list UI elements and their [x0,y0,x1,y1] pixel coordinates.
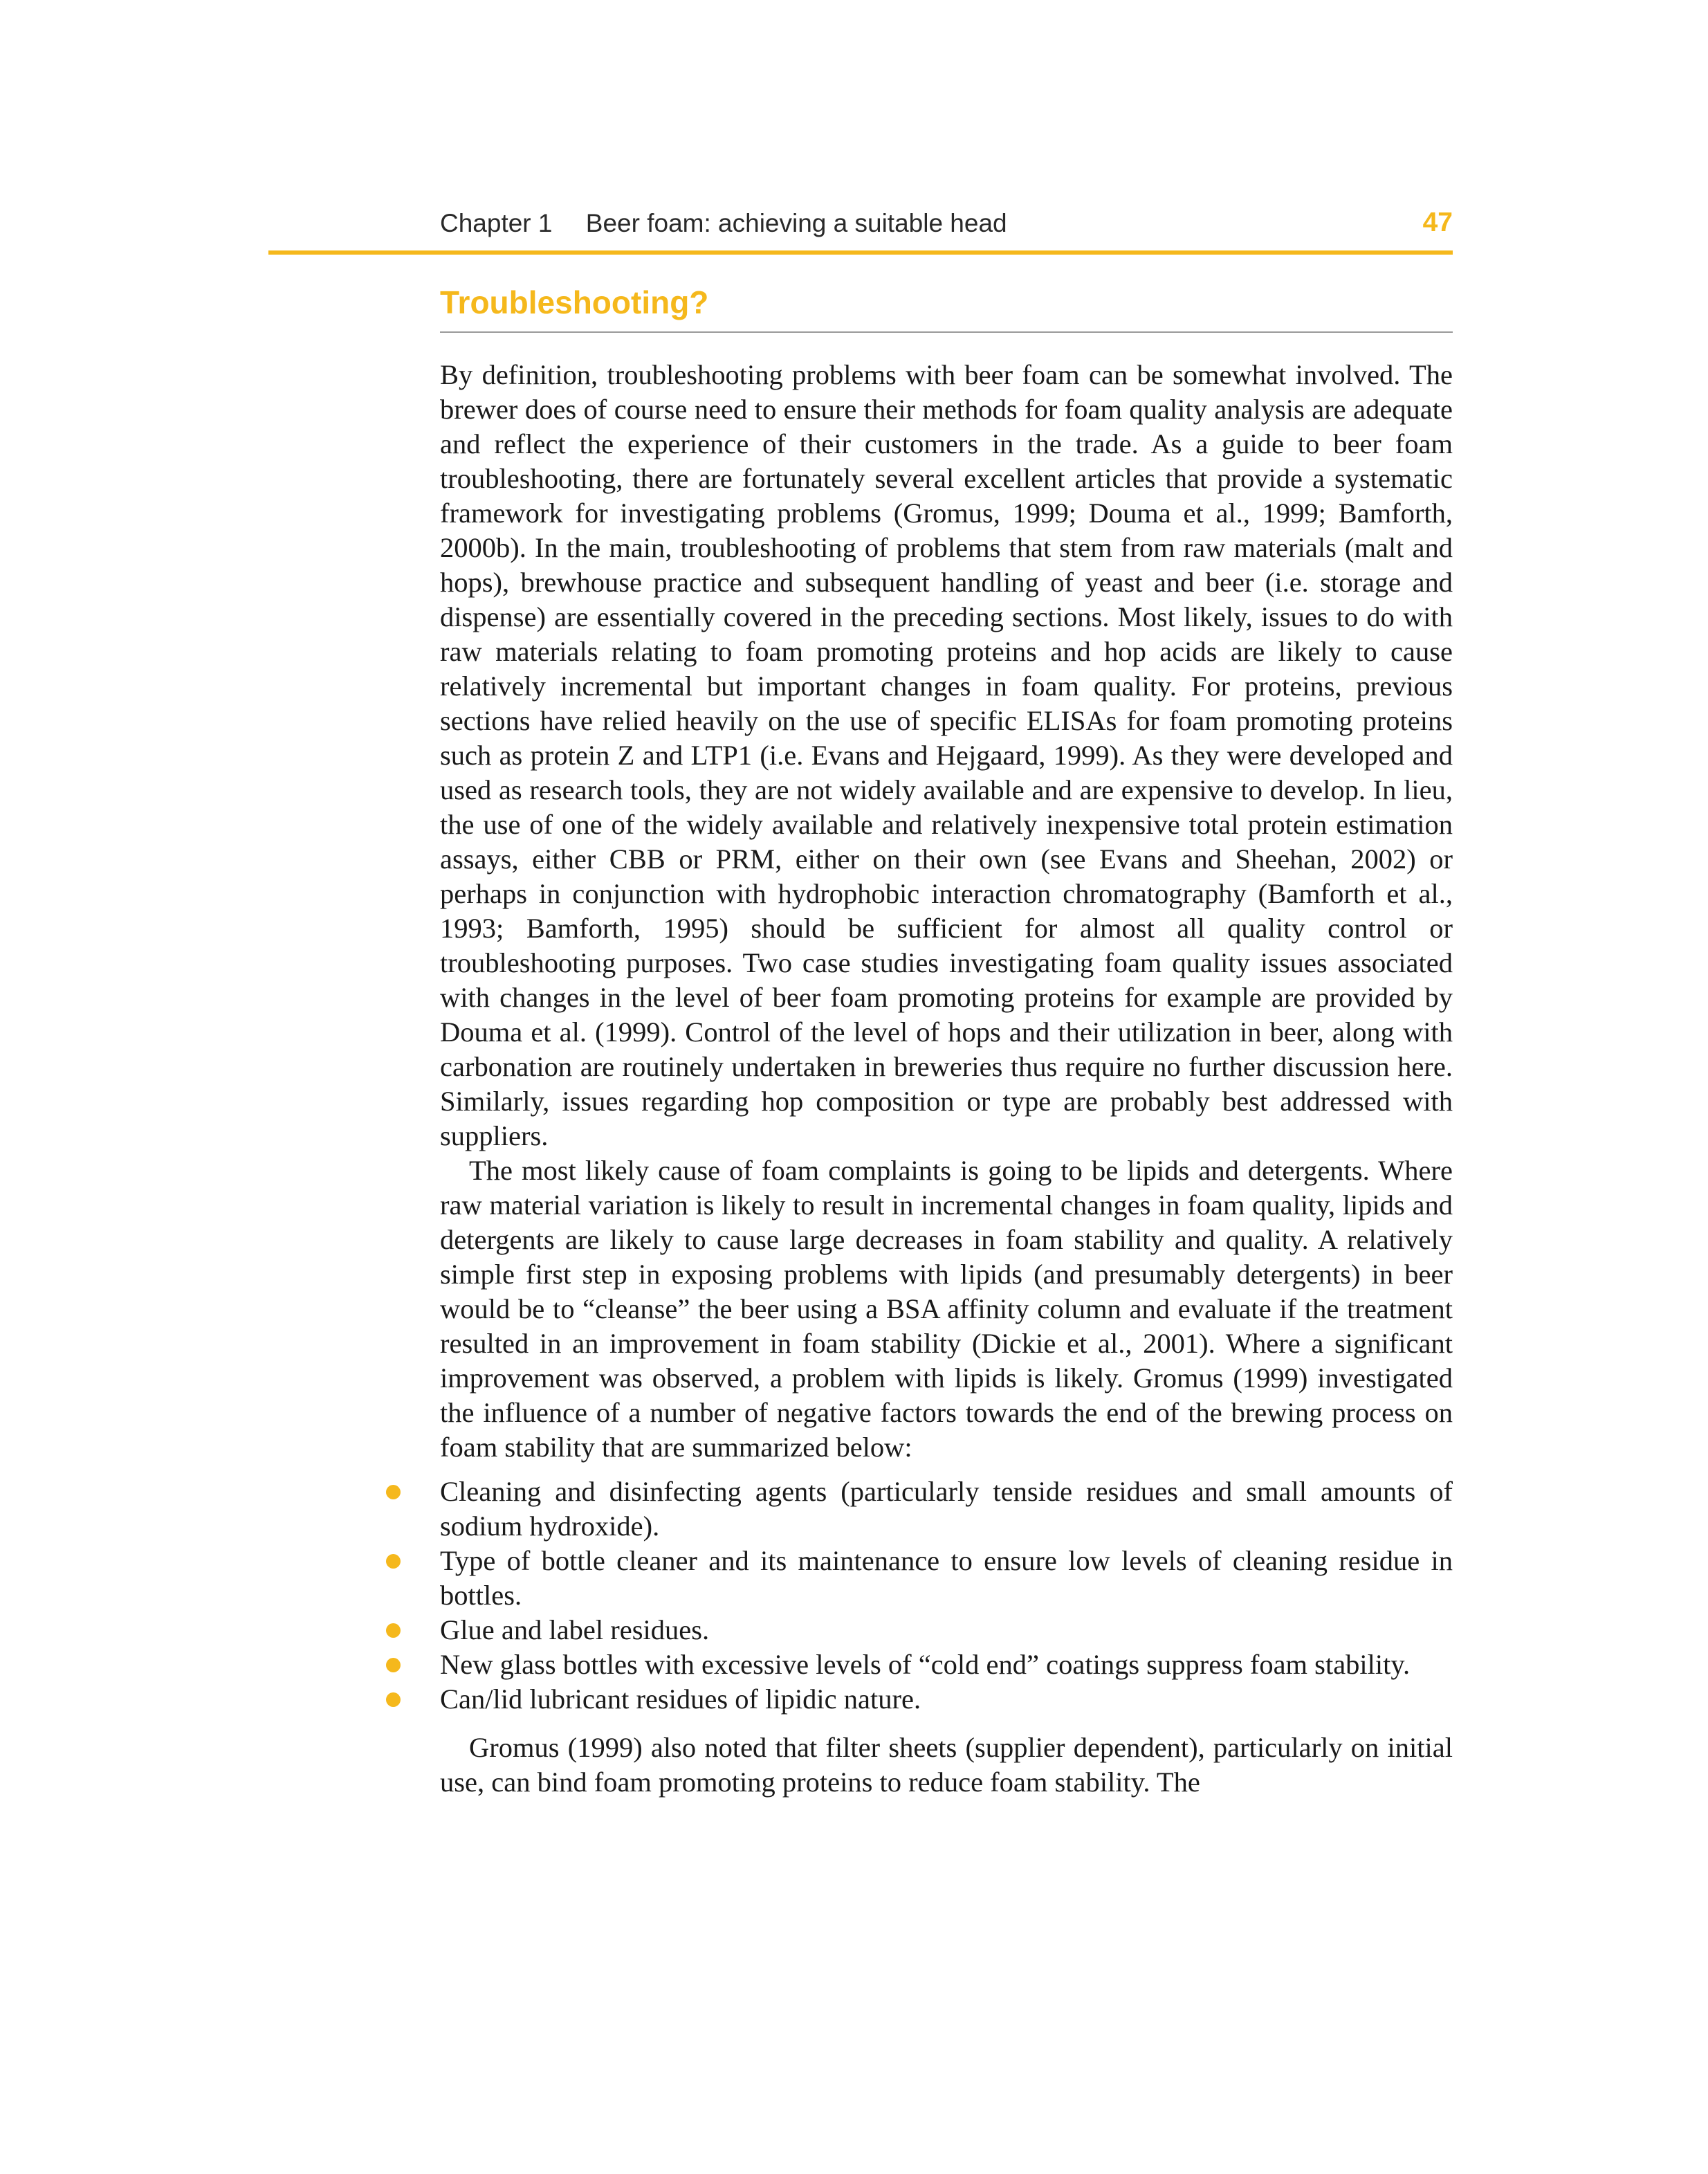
paragraph-1: By definition, troubleshooting problems with beer foam can be somewhat involved. The brewer does of course need to ensure their methods for foam quality analysis are adequate and reflect the experience of their customers in the trade. As a guide to beer foam troubleshooting, there are fortunately several excellent articles that provide a systematic framework for investigating problems (Gromus, 1999; Douma et al., 1999; Bamforth, 2000b). In the main, troubleshooting of problems that stem from raw materials (malt and hops), brewhouse practice and subsequent handling of yeast and beer (i.e. storage and dispense) are essentially covered in the preceding sections. Most likely, issues to do with raw materials relating to foam promoting proteins and hop acids are likely to cause relatively incremental but important changes in foam quality. For proteins, previous sections have relied heavily on the use of specific ELISAs for foam promoting proteins such as protein Z and LTP1 (i.e. Evans and Hejgaard, 1999). As they were developed and used as research tools, they are not widely available and are expensive to develop. In lieu, the use of one of the widely available and relatively inexpensive total protein estimation assays, either CBB or PRM, either on their own (see Evans and Sheehan, 2002) or perhaps in conjunction with hydrophobic interaction chromatography (Bamforth et al., 1993; Bamforth, 1995) should be sufficient for almost all quality control or troubleshooting purposes. Two case studies investigating foam quality issues associated with changes in the level of beer foam promoting proteins for example are provided by Douma et al. (1999). Control of the level of hops and their utilization in beer, along with carbonation are routinely undertaken in breweries thus require no further discussion here. Similarly, issues regarding hop composition or type are probably best addressed with suppliers. [440,359,1453,1152]
list-item [440,1647,1453,1682]
troubleshooting-section [440,284,1453,1800]
page-number: 47 [1422,208,1453,237]
chapter-label: Chapter 1 [440,209,553,237]
list-item-text: New glass bottles with excessive levels of “cold end” coatings suppress foam stability. [440,1649,1411,1681]
chapter-title: Beer foam: achieving a suitable head [585,209,1007,237]
section-title: Troubleshooting? [440,284,1453,333]
list-item [440,1613,1453,1647]
list-item [440,1544,1453,1613]
running-header [268,201,1453,255]
section-body [440,358,1453,1800]
list-item-text: Can/lid lubricant residues of lipidic nature. [440,1683,921,1715]
list-item [440,1682,1453,1717]
chapter-heading [440,209,1007,238]
list-item-text: Type of bottle cleaner and its maintenance to ensure low levels of cleaning residue in bottles. [440,1545,1453,1611]
bullet-dot-icon [386,1658,401,1672]
paragraph-2: The most likely cause of foam complaints is going to be lipids and detergents. Where raw material variation is likely to result in incremental changes in foam quality, lipids and detergents are likely to cause large decreases in foam stability and quality. A relatively simple first step in exposing problems with lipids (and presumably detergents) in beer would be to “cleanse” the beer using a BSA affinity column and evaluate if the treatment resulted in an improvement in foam stability (Dickie et al., 2001). Where a significant improvement was observed, a problem with lipids is likely. Gromus (1999) investigated the influence of a number of negative factors towards the end of the brewing process on foam stability that are summarized below: [440,1155,1453,1463]
bullet-dot-icon [386,1623,401,1638]
bullet-dot-icon [386,1554,401,1569]
list-item [440,1474,1453,1544]
paragraph-3: Gromus (1999) also noted that filter sheets (supplier dependent), particularly on initial use, can bind foam promoting proteins to reduce foam stability. The [440,1732,1453,1798]
bullet-dot-icon [386,1485,401,1499]
list-item-text: Glue and label residues. [440,1614,710,1646]
bullet-dot-icon [386,1692,401,1707]
factor-list [440,1474,1453,1717]
list-item-text: Cleaning and disinfecting agents (particularly tenside residues and small amounts of sodium hydroxide). [440,1476,1453,1542]
